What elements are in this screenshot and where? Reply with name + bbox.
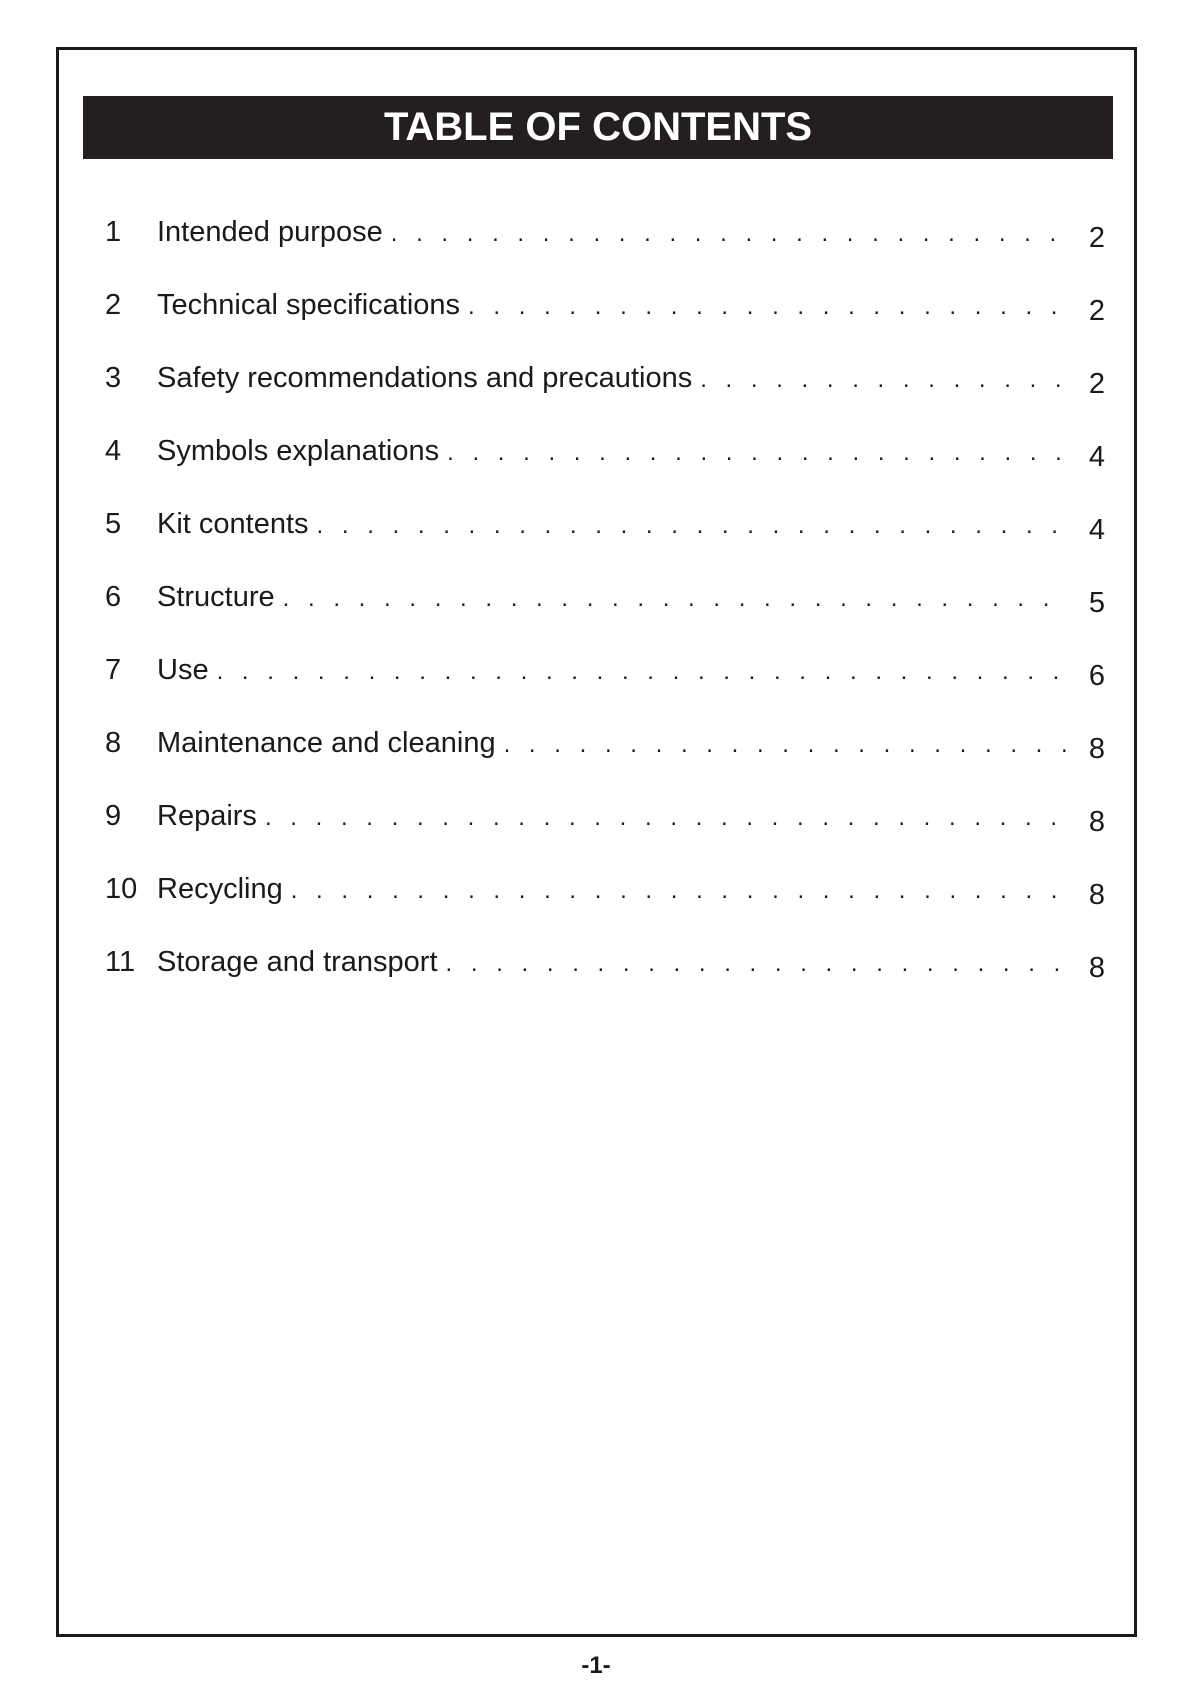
toc-dot-leader bbox=[317, 512, 1067, 540]
toc-entry[interactable] bbox=[105, 727, 1105, 800]
toc-entry-number: 6 bbox=[105, 581, 122, 613]
toc-entry[interactable] bbox=[105, 654, 1105, 727]
toc-entry-page: 5 bbox=[1088, 587, 1105, 619]
toc-entry[interactable] bbox=[105, 800, 1105, 873]
toc-entry-page: 2 bbox=[1088, 222, 1105, 254]
toc-entry-title: Recycling bbox=[157, 873, 283, 905]
toc-entry-title: Safety recommendations and precautions bbox=[157, 362, 693, 394]
toc-entry[interactable] bbox=[105, 216, 1105, 289]
toc-entry[interactable] bbox=[105, 435, 1105, 508]
toc-dot-leader bbox=[446, 950, 1067, 978]
toc-entry-number: 7 bbox=[105, 654, 122, 686]
toc-dot-leader bbox=[265, 804, 1067, 832]
toc-dot-leader bbox=[504, 731, 1067, 759]
toc-entry-page: 8 bbox=[1088, 879, 1105, 911]
toc-entry-page: 2 bbox=[1088, 368, 1105, 400]
toc-dot-leader bbox=[468, 293, 1067, 321]
toc-entry-title: Structure bbox=[157, 581, 275, 613]
toc-entry[interactable] bbox=[105, 946, 1105, 1019]
toc-entry-number: 9 bbox=[105, 800, 122, 832]
table-of-contents bbox=[105, 216, 1105, 1019]
toc-entry-page: 4 bbox=[1088, 514, 1105, 546]
title-bar bbox=[83, 96, 1113, 159]
toc-entry-number: 4 bbox=[105, 435, 122, 467]
toc-dot-leader bbox=[447, 439, 1067, 467]
toc-entry-page: 8 bbox=[1088, 952, 1105, 984]
toc-entry[interactable] bbox=[105, 289, 1105, 362]
page-title: TABLE OF CONTENTS bbox=[383, 105, 813, 149]
toc-entry-page: 6 bbox=[1088, 660, 1105, 692]
toc-entry-title: Storage and transport bbox=[157, 946, 438, 978]
toc-entry-title: Use bbox=[157, 654, 209, 686]
toc-entry-number: 8 bbox=[105, 727, 122, 759]
toc-entry[interactable] bbox=[105, 362, 1105, 435]
toc-entry-page: 2 bbox=[1088, 295, 1105, 327]
toc-entry-page: 4 bbox=[1088, 441, 1105, 473]
toc-entry-number: 10 bbox=[105, 873, 138, 905]
toc-entry-title: Symbols explanations bbox=[157, 435, 440, 467]
toc-dot-leader bbox=[283, 585, 1067, 613]
page-frame bbox=[56, 47, 1137, 1637]
toc-entry[interactable] bbox=[105, 581, 1105, 654]
toc-entry-title: Intended purpose bbox=[157, 216, 383, 248]
toc-dot-leader bbox=[391, 220, 1067, 248]
toc-dot-leader bbox=[291, 877, 1067, 905]
toc-entry-number: 11 bbox=[105, 946, 136, 978]
toc-entry-title: Technical specifications bbox=[157, 289, 461, 321]
toc-dot-leader bbox=[700, 366, 1067, 394]
page-number: -1- bbox=[581, 1652, 611, 1679]
toc-dot-leader bbox=[217, 658, 1067, 686]
toc-entry-number: 5 bbox=[105, 508, 122, 540]
toc-entry-title: Repairs bbox=[157, 800, 257, 832]
toc-entry-number: 3 bbox=[105, 362, 122, 394]
toc-entry[interactable] bbox=[105, 873, 1105, 946]
toc-entry-page: 8 bbox=[1088, 733, 1105, 765]
toc-entry-number: 1 bbox=[105, 216, 122, 248]
toc-entry-title: Kit contents bbox=[157, 508, 309, 540]
toc-entry[interactable] bbox=[105, 508, 1105, 581]
toc-entry-number: 2 bbox=[105, 289, 122, 321]
toc-entry-title: Maintenance and cleaning bbox=[157, 727, 496, 759]
toc-entry-page: 8 bbox=[1088, 806, 1105, 838]
